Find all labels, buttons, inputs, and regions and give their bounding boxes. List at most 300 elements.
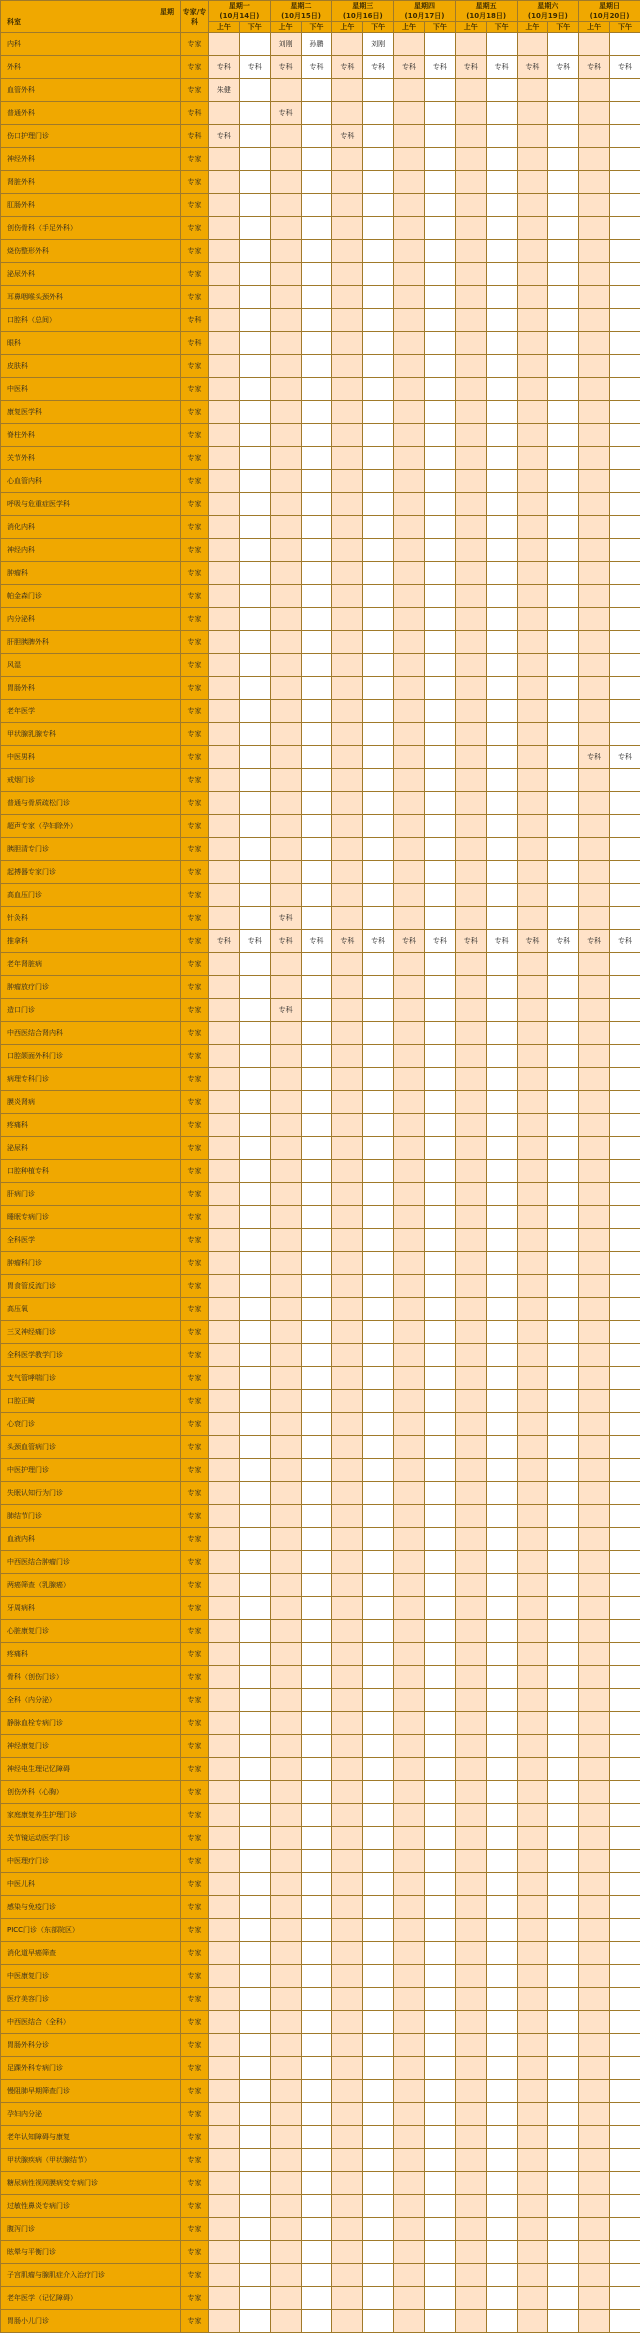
- schedule-cell: [517, 355, 548, 378]
- schedule-cell: [270, 562, 301, 585]
- schedule-cell: [209, 608, 240, 631]
- schedule-cell: [332, 217, 363, 240]
- schedule-cell: [332, 2103, 363, 2126]
- schedule-cell: [239, 401, 270, 424]
- schedule-cell: [486, 2310, 517, 2333]
- schedule-cell: [270, 884, 301, 907]
- table-row: [1, 1068, 640, 1091]
- schedule-cell: [301, 1298, 332, 1321]
- schedule-cell: [363, 792, 394, 815]
- type-cell: 专家: [181, 1068, 209, 1091]
- schedule-cell: [239, 2264, 270, 2287]
- schedule-cell: [239, 1160, 270, 1183]
- schedule-cell: [424, 1689, 455, 1712]
- schedule-cell: [424, 2126, 455, 2149]
- schedule-cell: [610, 332, 640, 355]
- type-cell: 专科: [181, 102, 209, 125]
- table-row: [1, 838, 640, 861]
- schedule-cell: [394, 1827, 425, 1850]
- department-cell: 子宫肌瘤与腺肌症介入治疗门诊: [1, 2264, 181, 2287]
- schedule-cell: [332, 401, 363, 424]
- schedule-cell: [239, 1068, 270, 1091]
- schedule-cell: [394, 585, 425, 608]
- schedule-cell: [548, 1896, 579, 1919]
- table-row: [1, 1160, 640, 1183]
- schedule-cell: [332, 1459, 363, 1482]
- schedule-cell: [424, 907, 455, 930]
- schedule-cell: [209, 1183, 240, 1206]
- schedule-cell: [517, 953, 548, 976]
- department-cell: 口腔科（总间）: [1, 309, 181, 332]
- schedule-cell: [239, 2103, 270, 2126]
- schedule-cell: [270, 1620, 301, 1643]
- table-row: [1, 332, 640, 355]
- schedule-cell: [486, 2287, 517, 2310]
- schedule-cell: [209, 631, 240, 654]
- schedule-cell: [239, 1298, 270, 1321]
- schedule-cell: [363, 1597, 394, 1620]
- type-cell: 专家: [181, 2126, 209, 2149]
- schedule-cell: [517, 677, 548, 700]
- schedule-cell: [548, 1275, 579, 1298]
- schedule-cell: [517, 148, 548, 171]
- schedule-cell: 专科: [579, 56, 610, 79]
- department-cell: 足踝外科专病门诊: [1, 2057, 181, 2080]
- department-cell: 高压氧: [1, 1298, 181, 1321]
- department-cell: 中医男科: [1, 746, 181, 769]
- schedule-cell: [424, 148, 455, 171]
- schedule-cell: [486, 378, 517, 401]
- table-row: [1, 1597, 640, 1620]
- schedule-cell: 专科: [517, 930, 548, 953]
- schedule-cell: [517, 424, 548, 447]
- type-cell: 专家: [181, 516, 209, 539]
- schedule-cell: [548, 1367, 579, 1390]
- schedule-cell: [455, 332, 486, 355]
- schedule-cell: [610, 1321, 640, 1344]
- schedule-cell: [301, 2241, 332, 2264]
- schedule-cell: [424, 263, 455, 286]
- schedule-cell: [610, 1919, 640, 1942]
- schedule-cell: [301, 1091, 332, 1114]
- schedule-cell: [301, 1666, 332, 1689]
- day-header: [332, 1, 394, 22]
- schedule-cell: [301, 286, 332, 309]
- afternoon-header: 下午: [424, 22, 455, 33]
- schedule-cell: [270, 700, 301, 723]
- schedule-cell: [394, 1482, 425, 1505]
- schedule-cell: [424, 2310, 455, 2333]
- schedule-cell: [239, 539, 270, 562]
- schedule-cell: [610, 1091, 640, 1114]
- schedule-cell: [517, 1712, 548, 1735]
- schedule-cell: [270, 1367, 301, 1390]
- table-row: [1, 1781, 640, 1804]
- schedule-cell: [517, 1597, 548, 1620]
- schedule-cell: [270, 677, 301, 700]
- schedule-cell: [579, 999, 610, 1022]
- schedule-cell: [270, 332, 301, 355]
- schedule-cell: [579, 1206, 610, 1229]
- schedule-cell: [579, 2080, 610, 2103]
- schedule-cell: [301, 1873, 332, 1896]
- type-cell: 专家: [181, 2172, 209, 2195]
- schedule-cell: [270, 1965, 301, 1988]
- schedule-cell: [270, 2126, 301, 2149]
- schedule-cell: [548, 838, 579, 861]
- schedule-cell: [209, 1597, 240, 1620]
- schedule-cell: [363, 723, 394, 746]
- schedule-cell: [579, 539, 610, 562]
- schedule-cell: [301, 1229, 332, 1252]
- schedule-cell: [239, 1965, 270, 1988]
- type-cell: 专家: [181, 1804, 209, 1827]
- schedule-cell: [486, 746, 517, 769]
- department-cell: 支气管哮喘门诊: [1, 1367, 181, 1390]
- schedule-cell: [394, 309, 425, 332]
- schedule-cell: [394, 1229, 425, 1252]
- type-cell: 专家: [181, 585, 209, 608]
- schedule-cell: [301, 838, 332, 861]
- day-date: (10月18日): [466, 12, 507, 20]
- schedule-cell: [394, 2218, 425, 2241]
- schedule-cell: [424, 2057, 455, 2080]
- schedule-cell: [209, 2034, 240, 2057]
- schedule-cell: [394, 217, 425, 240]
- table-row: [1, 677, 640, 700]
- schedule-cell: [455, 1551, 486, 1574]
- schedule-cell: [332, 447, 363, 470]
- schedule-cell: [239, 1321, 270, 1344]
- schedule-cell: [301, 240, 332, 263]
- schedule-cell: [486, 240, 517, 263]
- schedule-cell: [424, 1321, 455, 1344]
- schedule-cell: [239, 2172, 270, 2195]
- schedule-cell: [209, 148, 240, 171]
- schedule-cell: [486, 1344, 517, 1367]
- schedule-cell: [332, 171, 363, 194]
- schedule-cell: [209, 999, 240, 1022]
- schedule-cell: [455, 1896, 486, 1919]
- schedule-cell: [239, 1988, 270, 2011]
- schedule-cell: [301, 1505, 332, 1528]
- schedule-cell: [332, 631, 363, 654]
- schedule-cell: [239, 1091, 270, 1114]
- schedule-cell: [579, 1850, 610, 1873]
- schedule-cell: [424, 1091, 455, 1114]
- schedule-cell: [239, 2149, 270, 2172]
- schedule-cell: [239, 1942, 270, 1965]
- schedule-cell: [517, 769, 548, 792]
- schedule-cell: [363, 1436, 394, 1459]
- schedule-cell: [610, 654, 640, 677]
- department-cell: 静脉血栓专病门诊: [1, 1712, 181, 1735]
- schedule-cell: [517, 2264, 548, 2287]
- type-cell: 专家: [181, 2149, 209, 2172]
- schedule-cell: [548, 1551, 579, 1574]
- schedule-cell: [517, 838, 548, 861]
- department-cell: 康复医学科: [1, 401, 181, 424]
- type-cell: 专家: [181, 1574, 209, 1597]
- schedule-cell: [517, 1919, 548, 1942]
- schedule-cell: [270, 1643, 301, 1666]
- schedule-cell: [455, 1183, 486, 1206]
- schedule-cell: [363, 677, 394, 700]
- schedule-cell: [363, 1344, 394, 1367]
- schedule-cell: [455, 792, 486, 815]
- schedule-cell: [579, 2057, 610, 2080]
- schedule-cell: [363, 217, 394, 240]
- schedule-cell: [239, 1643, 270, 1666]
- schedule-cell: [301, 1022, 332, 1045]
- schedule-cell: [424, 792, 455, 815]
- department-cell: 起搏器专家门诊: [1, 861, 181, 884]
- department-cell: 神经康复门诊: [1, 1735, 181, 1758]
- schedule-cell: 专科: [301, 930, 332, 953]
- schedule-cell: [239, 2195, 270, 2218]
- schedule-cell: [332, 1574, 363, 1597]
- schedule-cell: [239, 700, 270, 723]
- schedule-cell: [424, 1298, 455, 1321]
- schedule-cell: [363, 1413, 394, 1436]
- schedule-cell: [424, 1367, 455, 1390]
- schedule-cell: [486, 976, 517, 999]
- schedule-cell: [363, 1551, 394, 1574]
- type-cell: 专家: [181, 1597, 209, 1620]
- schedule-cell: [209, 1689, 240, 1712]
- schedule-cell: [610, 1045, 640, 1068]
- schedule-cell: [363, 493, 394, 516]
- schedule-cell: [455, 2080, 486, 2103]
- schedule-cell: [394, 1712, 425, 1735]
- schedule-cell: [332, 700, 363, 723]
- type-cell: 专家: [181, 1275, 209, 1298]
- schedule-cell: [517, 1206, 548, 1229]
- schedule-cell: [455, 2103, 486, 2126]
- schedule-cell: [579, 217, 610, 240]
- schedule-cell: [301, 447, 332, 470]
- schedule-cell: [517, 1988, 548, 2011]
- schedule-cell: [579, 1137, 610, 1160]
- schedule-cell: [486, 654, 517, 677]
- schedule-cell: [455, 493, 486, 516]
- schedule-cell: [455, 1574, 486, 1597]
- schedule-cell: [332, 1551, 363, 1574]
- schedule-cell: [394, 1321, 425, 1344]
- schedule-cell: [486, 953, 517, 976]
- schedule-cell: [517, 470, 548, 493]
- department-cell: 老年医学: [1, 700, 181, 723]
- schedule-cell: [517, 194, 548, 217]
- schedule-cell: 专科: [548, 56, 579, 79]
- schedule-cell: [424, 1988, 455, 2011]
- schedule-cell: [239, 79, 270, 102]
- type-cell: 专家: [181, 1505, 209, 1528]
- schedule-cell: [270, 1091, 301, 1114]
- department-cell: 伤口护理门诊: [1, 125, 181, 148]
- schedule-cell: [332, 1896, 363, 1919]
- type-cell: 专家: [181, 838, 209, 861]
- schedule-cell: [301, 2126, 332, 2149]
- department-cell: 肝病门诊: [1, 1183, 181, 1206]
- schedule-cell: [610, 263, 640, 286]
- schedule-cell: [517, 1091, 548, 1114]
- schedule-cell: [579, 355, 610, 378]
- schedule-cell: [610, 999, 640, 1022]
- schedule-cell: [424, 585, 455, 608]
- schedule-cell: [209, 1413, 240, 1436]
- schedule-cell: [363, 1827, 394, 1850]
- schedule-cell: [394, 2310, 425, 2333]
- schedule-cell: [332, 608, 363, 631]
- department-cell: 神经电生理记忆障碍: [1, 1758, 181, 1781]
- schedule-cell: [270, 1919, 301, 1942]
- schedule-cell: [301, 1896, 332, 1919]
- schedule-cell: [301, 1643, 332, 1666]
- schedule-cell: [209, 1275, 240, 1298]
- schedule-cell: 专科: [270, 907, 301, 930]
- schedule-cell: [610, 1758, 640, 1781]
- schedule-cell: [394, 194, 425, 217]
- table-row: [1, 378, 640, 401]
- schedule-cell: [363, 769, 394, 792]
- schedule-cell: [424, 1712, 455, 1735]
- schedule-cell: [301, 2172, 332, 2195]
- schedule-cell: [363, 2195, 394, 2218]
- schedule-cell: [455, 608, 486, 631]
- schedule-cell: [394, 1298, 425, 1321]
- schedule-cell: [486, 2195, 517, 2218]
- schedule-cell: [363, 2080, 394, 2103]
- department-cell: 推拿科: [1, 930, 181, 953]
- schedule-cell: [394, 539, 425, 562]
- schedule-cell: [424, 1666, 455, 1689]
- schedule-cell: [301, 907, 332, 930]
- schedule-cell: [332, 654, 363, 677]
- schedule-cell: [394, 746, 425, 769]
- type-cell: 专家: [181, 2034, 209, 2057]
- schedule-cell: [301, 171, 332, 194]
- schedule-cell: [517, 1068, 548, 1091]
- schedule-cell: [455, 1436, 486, 1459]
- schedule-cell: [486, 102, 517, 125]
- schedule-cell: [270, 539, 301, 562]
- schedule-cell: [239, 1229, 270, 1252]
- schedule-cell: [424, 1896, 455, 1919]
- schedule-cell: [394, 953, 425, 976]
- schedule-cell: [301, 1827, 332, 1850]
- schedule-cell: [610, 424, 640, 447]
- schedule-cell: [424, 1252, 455, 1275]
- schedule-cell: [209, 1482, 240, 1505]
- schedule-cell: [517, 2011, 548, 2034]
- table-row: [1, 2310, 640, 2333]
- schedule-cell: [579, 608, 610, 631]
- schedule-cell: [486, 33, 517, 56]
- schedule-cell: [610, 1160, 640, 1183]
- schedule-cell: [270, 125, 301, 148]
- schedule-cell: [486, 1482, 517, 1505]
- table-row: [1, 1252, 640, 1275]
- schedule-cell: [610, 2103, 640, 2126]
- schedule-cell: [517, 861, 548, 884]
- schedule-cell: [579, 1804, 610, 1827]
- schedule-cell: [517, 1459, 548, 1482]
- schedule-cell: [301, 769, 332, 792]
- schedule-cell: [363, 1114, 394, 1137]
- schedule-cell: [239, 884, 270, 907]
- schedule-cell: [209, 2103, 240, 2126]
- schedule-cell: [610, 1827, 640, 1850]
- table-row: [1, 608, 640, 631]
- table-row: [1, 585, 640, 608]
- type-cell: 专家: [181, 56, 209, 79]
- schedule-cell: 专科: [301, 56, 332, 79]
- schedule-cell: [610, 1804, 640, 1827]
- schedule-cell: [455, 1804, 486, 1827]
- schedule-cell: [239, 240, 270, 263]
- schedule-cell: [610, 677, 640, 700]
- schedule-cell: [394, 631, 425, 654]
- department-cell: 超声专家（孕妇除外）: [1, 815, 181, 838]
- schedule-cell: [239, 2241, 270, 2264]
- schedule-cell: [332, 1850, 363, 1873]
- schedule-cell: [301, 677, 332, 700]
- schedule-cell: [301, 1183, 332, 1206]
- table-row: [1, 424, 640, 447]
- table-row: [1, 1574, 640, 1597]
- schedule-cell: [301, 2080, 332, 2103]
- schedule-cell: [424, 493, 455, 516]
- schedule-cell: [270, 2103, 301, 2126]
- schedule-cell: [239, 838, 270, 861]
- department-cell: 泌尿外科: [1, 263, 181, 286]
- table-row: [1, 56, 640, 79]
- schedule-cell: [239, 1666, 270, 1689]
- schedule-cell: [209, 355, 240, 378]
- schedule-cell: [301, 1114, 332, 1137]
- schedule-cell: [394, 1689, 425, 1712]
- schedule-cell: [363, 1160, 394, 1183]
- schedule-cell: [424, 953, 455, 976]
- schedule-cell: [363, 746, 394, 769]
- schedule-cell: [455, 240, 486, 263]
- schedule-cell: [209, 286, 240, 309]
- table-row: [1, 401, 640, 424]
- schedule-cell: [363, 2011, 394, 2034]
- schedule-cell: [486, 1321, 517, 1344]
- schedule-cell: [209, 401, 240, 424]
- schedule-cell: [486, 539, 517, 562]
- schedule-cell: [424, 1344, 455, 1367]
- schedule-cell: [209, 378, 240, 401]
- schedule-cell: [548, 263, 579, 286]
- schedule-cell: [332, 2287, 363, 2310]
- schedule-cell: [610, 470, 640, 493]
- schedule-cell: [270, 516, 301, 539]
- schedule-cell: [455, 700, 486, 723]
- schedule-cell: [548, 2034, 579, 2057]
- schedule-cell: [301, 1804, 332, 1827]
- schedule-cell: [548, 2172, 579, 2195]
- schedule-cell: [455, 1873, 486, 1896]
- schedule-cell: [270, 1022, 301, 1045]
- type-cell: 专家: [181, 1160, 209, 1183]
- schedule-cell: [424, 999, 455, 1022]
- day-name: 星期日: [599, 2, 621, 10]
- schedule-cell: [332, 263, 363, 286]
- department-cell: 腹泻门诊: [1, 2218, 181, 2241]
